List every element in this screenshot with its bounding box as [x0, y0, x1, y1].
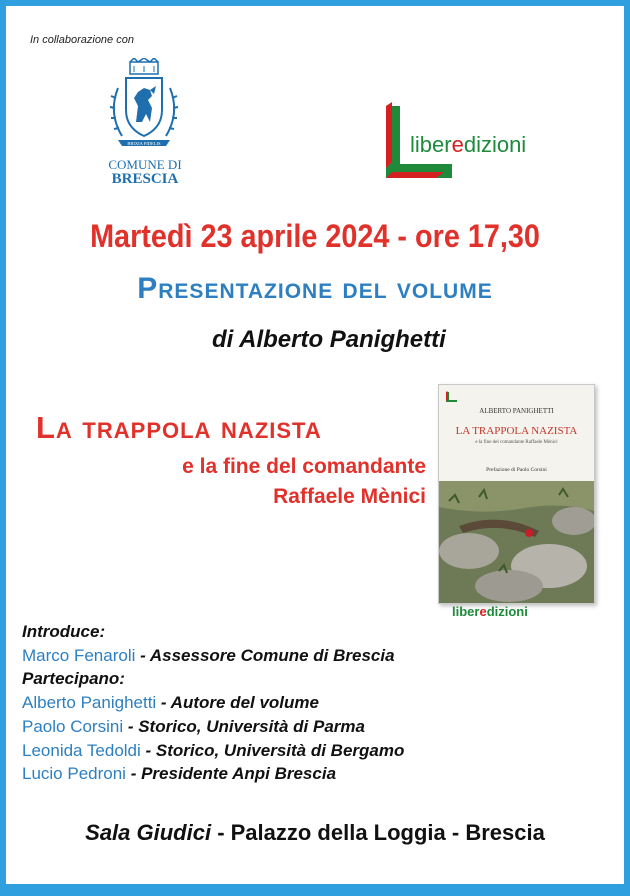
- cover-preface: Prefazione di Paolo Corsini: [486, 467, 547, 473]
- participant-role: - Storico, Università di Parma: [123, 716, 365, 736]
- participant-name: Lucio Pedroni: [22, 764, 126, 784]
- participant-row: [22, 739, 404, 763]
- venue-hall: Sala Giudici: [85, 820, 212, 845]
- program-details: [22, 620, 404, 786]
- cover-publisher-name: liberedizioni: [452, 604, 528, 619]
- cover-photo-rocks: [439, 481, 594, 603]
- book-title: La trappola nazista: [36, 410, 322, 445]
- introducer-name: Marco Fenaroli: [22, 645, 136, 665]
- venue-line: [0, 820, 630, 846]
- introducer-role: - Assessore Comune di Brescia: [135, 645, 395, 665]
- author-line: di Alberto Panighetti: [212, 326, 446, 353]
- comune-line2: BRESCIA: [111, 171, 179, 187]
- participant-role: - Storico, Università di Bergamo: [140, 740, 405, 760]
- participant-name: Paolo Corsini: [22, 716, 124, 736]
- participant-name: Leonida Tedoldi: [22, 740, 141, 760]
- book-subtitle-2: Raffaele Mènici: [273, 485, 426, 508]
- presentation-heading: Presentazione del volume: [137, 272, 493, 305]
- participant-role: - Autore del volume: [156, 693, 319, 713]
- cover-publisher-mark-icon: [445, 391, 459, 403]
- participant-role: - Presidente Anpi Brescia: [125, 764, 337, 784]
- participant-name: Alberto Panighetti: [22, 693, 157, 713]
- cover-subtitle: e la fine del comandante Raffaele Mènici: [475, 440, 558, 445]
- comune-name: [90, 158, 200, 186]
- comune-line1: COMUNE DI: [108, 157, 182, 172]
- participants-label: Partecipano:: [22, 669, 125, 689]
- publisher-name: liberedizioni: [410, 132, 527, 157]
- introduce-label: Introduce:: [22, 622, 106, 641]
- brescia-crest-logo: [104, 58, 184, 154]
- cover-author: ALBERTO PANIGHETTI: [479, 407, 554, 415]
- collaboration-label: In collaborazione con: [30, 34, 134, 46]
- cover-title: LA TRAPPOLA NAZISTA: [455, 425, 578, 437]
- participant-row: [22, 715, 404, 739]
- venue-location: - Palazzo della Loggia - Brescia: [211, 820, 545, 845]
- participant-row: [22, 762, 404, 786]
- introducer-row: [22, 644, 404, 668]
- book-cover-image: [438, 384, 595, 604]
- participant-row: [22, 691, 404, 715]
- crest-ribbon-text: BRIXIA FIDELIS: [127, 141, 161, 146]
- book-subtitle-1: e la fine del comandante: [182, 455, 426, 478]
- event-date-time: Martedì 23 aprile 2024 - ore 17,30: [90, 218, 540, 254]
